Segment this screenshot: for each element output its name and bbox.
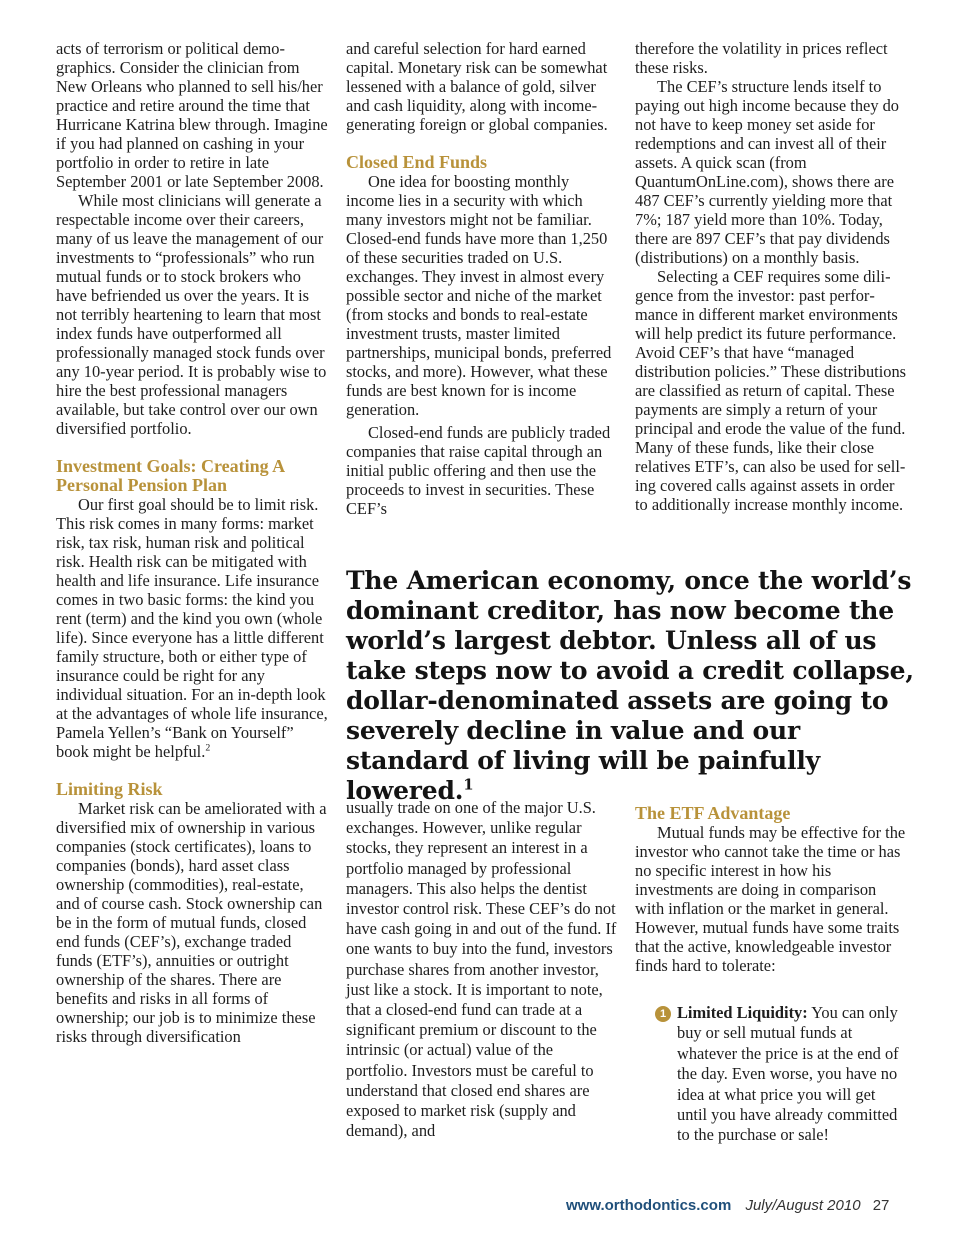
footer-issue: July/August 2010: [745, 1197, 861, 1214]
body-paragraph: Selecting a CEF requires some diligence from the investor: past performance in different market environments will help predict its future performance. Avoid CEF’s that have “managed distribution policies.” These distributions are classified as return of capital. These payments are simply a return of your principal and erode the value of the fund. Many of these funds, like their close relatives ETF’s, can also be used for selling covered calls against assets in order to additionally increase monthly income.: [635, 267, 907, 514]
section-heading-investment-goals: Investment Goals: Creating A Personal Pension Plan: [56, 456, 285, 495]
list-item-text: Limited Liquidity: You can only buy or sell mutual funds at whatever the price is at the end of the day. Even worse, you have no idea at what price you will get until you have already committed to the purchase or sale!: [677, 1003, 899, 1145]
section-heading-etf-advantage: The ETF Advantage: [635, 803, 791, 823]
footnote-ref: 2: [205, 742, 211, 754]
section-heading-limiting-risk: Limiting Risk: [56, 779, 163, 799]
column-3-top: [635, 39, 907, 514]
footnote-ref: 1: [463, 775, 474, 794]
body-paragraph: therefore the volatility in prices reflect these risks.: [635, 39, 888, 77]
body-paragraph: While most clinicians will generate a respectable income over their careers, many of us leave the management of our investments to “professionals” who run mutual funds or to stock brokers who have befriended us over the years. It is not terribly heartening to learn that most index funds have outperformed all professionally managed stock funds over any 10-year period. It is probably wise to hire the best professional managers available, but take control over our own diversified portfolio.: [56, 191, 327, 438]
column-3-bottom: [635, 804, 907, 1146]
body-paragraph: Market risk can be ameliorated with a diversified mix of ownership in various companies (stock certificates), loans to companies (bonds), hard asset class ownership (commodities), real-estate, and of course cash. Stock ownership can be in the form of mutual funds, closed end funds (CEF’s), exchange traded funds (ETF’s), annuities or outright ownership of the shares. There are benefits and risks in all forms of ownership; our job is to minimize these risks through diversification: [56, 799, 327, 1046]
page-footer: [566, 1197, 906, 1214]
body-paragraph: and careful selection for hard earned capital. Monetary risk can be somewhat lessened with a balance of gold, silver and cash liquidity, along with income-generating foreign or global companies.: [346, 39, 608, 134]
pull-quote: The American economy, once the world’s dominant creditor, has now become the world’s largest debtor. Unless all of us take steps now to avoid a credit collapse, dollar-denominated assets are going to severely decline in value and our standard of living will be painfully lowered.$^1$: [346, 566, 914, 805]
numbered-list-item: [635, 1003, 907, 1146]
column-2-top: [346, 39, 618, 518]
page-number: 27: [872, 1197, 890, 1214]
column-2-bottom: [346, 798, 618, 1141]
body-paragraph: Closed-end funds are publicly traded companies that raise capital through an initial public offering and then use the proceeds to invest in securities. These CEF’s: [346, 423, 611, 518]
list-item-label: Limited Liquidity:: [677, 1003, 808, 1022]
body-paragraph: One idea for boosting monthly income lies in a security with which many investors might not be familiar. Closed-end funds have more than 1,250 of these securities traded on U.S. exchanges. They invest in almost every possible sector and niche of the market (from stocks and bonds to real-estate investment trusts, master limited partnerships, municipal bonds, preferred stocks, and more). However, what these funds are best known for is income generation.: [346, 172, 612, 419]
body-paragraph: Our first goal should be to limit risk. This risk comes in many forms: market risk, tax risk, human risk and political risk. Health risk can be mitigated with health and life insurance. Life insurance comes in two basic forms: the kind you rent (term) and the kind you own (whole life). Since everyone has a little different family structure, both or either type of insurance could be right for any individual situation. For an in-depth look at the advantages of whole life insurance, Pamela Yellen’s “Bank on Yourself” book might be helpful.$^2$: [56, 495, 328, 761]
body-paragraph: usually trade on one of the major U.S. exchanges. However, unlike regular stocks, they represent an interest in a portfolio managed by professional managers. This also helps the dentist investor control risk. These CEF’s do not have cash going in and out of the fund. If one wants to buy into the fund, investors purchase shares from another investor, just like a stock. It is important to note, that a closed-end fund can trade at a significant premium or discount to the intrinsic (or actual) value of the portfolio. Investors must be careful to understand that closed end shares are exposed to market risk (supply and demand), and: [346, 798, 617, 1141]
footer-url[interactable]: www.orthodontics.com: [566, 1197, 732, 1214]
body-paragraph: Mutual funds may be effective for the investor who cannot take the time or has no specific interest in how his investments are doing in comparison with inflation or the market in general. However, mutual funds have some traits that the active, knowledgeable investor finds hard to tolerate:: [635, 823, 906, 975]
column-1: [56, 39, 328, 1046]
body-paragraph: acts of terrorism or political demographics. Consider the clinician from New Orleans who planned to sell his/her practice and retire around the time that Hurricane Katrina blew through. Imagine if you had planned on cashing in your portfolio in order to retire in late September 2001 or late September 2008.: [56, 39, 328, 191]
section-heading-closed-end-funds: Closed End Funds: [346, 152, 488, 172]
body-paragraph: The CEF’s structure lends itself to paying out high income because they do not have to keep money set aside for redemptions and can invest all of their assets. A quick scan (from QuantumOnLine.com), shows there are 487 CEF’s currently yielding more that 7%; 187 yield more than 10%. Today, there are 897 CEF’s that pay dividends (distributions) on a monthly basis.: [635, 77, 900, 267]
number-badge-icon: 1: [655, 1006, 671, 1022]
